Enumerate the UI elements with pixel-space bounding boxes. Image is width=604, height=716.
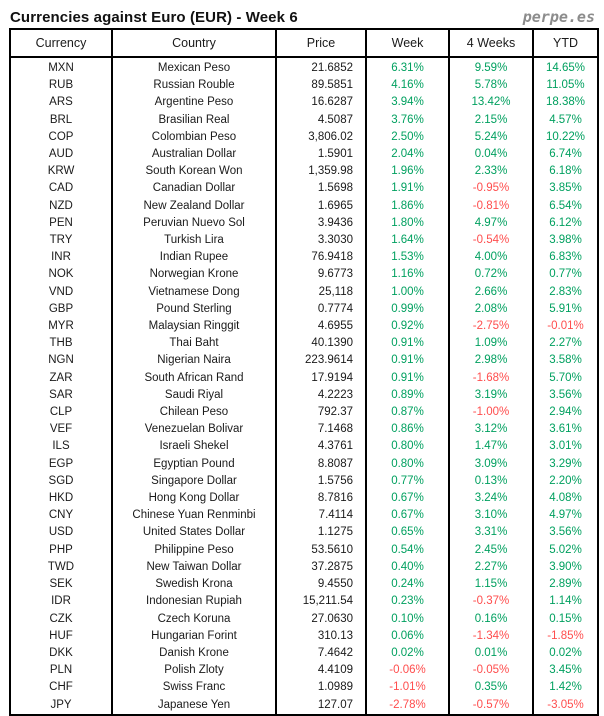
country-cell: Danish Krone [112, 645, 276, 662]
four-weeks-change-cell: -0.37% [449, 593, 533, 610]
price-cell: 7.4114 [276, 507, 366, 524]
country-cell: New Taiwan Dollar [112, 559, 276, 576]
table-row [10, 662, 598, 679]
currency-code-cell: COP [48, 130, 74, 143]
ytd-change-cell: 1.42% [533, 679, 598, 696]
table-row [10, 611, 598, 628]
country-cell: Israeli Shekel [112, 438, 276, 455]
price-cell: 40.1390 [276, 335, 366, 352]
country-cell: Malaysian Ringgit [112, 318, 276, 335]
table-body [10, 57, 598, 715]
ytd-change-cell: 6.74% [533, 146, 598, 163]
four-weeks-change-cell: 1.47% [449, 438, 533, 455]
ytd-change-cell: 3.85% [533, 180, 598, 197]
ytd-change-cell: 4.57% [533, 112, 598, 129]
week-change-cell: 3.76% [366, 112, 449, 129]
currency-code-cell: MYR [48, 320, 74, 333]
country-cell: Singapore Dollar [112, 473, 276, 490]
table-row [10, 129, 598, 146]
price-cell: 8.7816 [276, 490, 366, 507]
currency-code-cell: TRY [49, 234, 73, 247]
table-row [10, 77, 598, 94]
ytd-change-cell: 5.70% [533, 370, 598, 387]
country-cell: South African Rand [112, 370, 276, 387]
four-weeks-change-cell: 2.98% [449, 352, 533, 369]
currency-code-cell: DKK [49, 646, 73, 659]
currency-code-cell: CNY [48, 509, 74, 522]
country-cell: Vietnamese Dong [112, 284, 276, 301]
four-weeks-change-cell: 0.16% [449, 611, 533, 628]
week-change-cell: 1.64% [366, 232, 449, 249]
table-row [10, 628, 598, 645]
price-cell: 1,359.98 [276, 163, 366, 180]
price-cell: 0.7774 [276, 301, 366, 318]
week-change-cell: 0.91% [366, 352, 449, 369]
country-cell: Russian Rouble [112, 77, 276, 94]
price-cell: 1.5901 [276, 146, 366, 163]
price-cell: 310.13 [276, 628, 366, 645]
four-weeks-change-cell: 2.08% [449, 301, 533, 318]
currency-code-cell: TWD [47, 560, 75, 573]
country-cell: Australian Dollar [112, 146, 276, 163]
country-cell: Indian Rupee [112, 249, 276, 266]
ytd-change-cell: 0.02% [533, 645, 598, 662]
table-row [10, 473, 598, 490]
country-cell: Chinese Yuan Renminbi [112, 507, 276, 524]
country-cell: Japanese Yen [112, 697, 276, 715]
table-row [10, 94, 598, 111]
week-change-cell: 1.96% [366, 163, 449, 180]
week-change-cell: 0.65% [366, 524, 449, 541]
four-weeks-change-cell: -1.34% [449, 628, 533, 645]
price-cell: 15,211.54 [276, 593, 366, 610]
ytd-change-cell: 5.91% [533, 301, 598, 318]
table-row [10, 249, 598, 266]
ytd-change-cell: 3.90% [533, 559, 598, 576]
price-cell: 17.9194 [276, 370, 366, 387]
currency-code-cell: GBP [48, 302, 74, 315]
currency-code-cell: BRL [49, 113, 73, 126]
four-weeks-change-cell: -2.75% [449, 318, 533, 335]
four-weeks-change-cell: 0.13% [449, 473, 533, 490]
price-cell: 4.2223 [276, 387, 366, 404]
country-cell: Czech Koruna [112, 611, 276, 628]
currency-code-cell: SGD [48, 474, 74, 487]
price-cell: 89.5851 [276, 77, 366, 94]
week-change-cell: 0.99% [366, 301, 449, 318]
currency-code-cell: HKD [48, 492, 74, 505]
price-cell: 1.5756 [276, 473, 366, 490]
table-row [10, 146, 598, 163]
country-cell: Indonesian Rupiah [112, 593, 276, 610]
table-row [10, 679, 598, 696]
currency-code-cell: CAD [48, 182, 74, 195]
four-weeks-change-cell: 0.72% [449, 266, 533, 283]
ytd-change-cell: 2.27% [533, 335, 598, 352]
four-weeks-change-cell: -0.05% [449, 662, 533, 679]
ytd-change-cell: 3.01% [533, 438, 598, 455]
table-row [10, 198, 598, 215]
ytd-change-cell: 5.02% [533, 542, 598, 559]
ytd-change-cell: 0.15% [533, 611, 598, 628]
country-cell: Hungarian Forint [112, 628, 276, 645]
table-row [10, 318, 598, 335]
week-change-cell: -0.06% [366, 662, 449, 679]
currency-code-cell: USD [48, 526, 74, 539]
ytd-change-cell: 2.83% [533, 284, 598, 301]
table-row [10, 524, 598, 541]
four-weeks-change-cell: 4.00% [449, 249, 533, 266]
four-weeks-change-cell: 0.04% [449, 146, 533, 163]
four-weeks-change-cell: 1.15% [449, 576, 533, 593]
price-cell: 27.0630 [276, 611, 366, 628]
country-cell: Saudi Riyal [112, 387, 276, 404]
currency-code-cell: VEF [49, 423, 73, 436]
table-row [10, 163, 598, 180]
ytd-change-cell: 3.56% [533, 387, 598, 404]
page-title: Currencies against Euro (EUR) - Week 6 [10, 9, 298, 26]
table-row [10, 335, 598, 352]
currency-code-cell: KRW [47, 165, 75, 178]
column-header-ytd: YTD [533, 29, 598, 57]
currency-code-cell: EGP [48, 457, 74, 470]
table-row [10, 387, 598, 404]
table-row [10, 57, 598, 77]
ytd-change-cell: 3.58% [533, 352, 598, 369]
week-change-cell: 0.86% [366, 421, 449, 438]
table-row [10, 232, 598, 249]
table-row [10, 576, 598, 593]
price-cell: 1.5698 [276, 180, 366, 197]
table-row [10, 266, 598, 283]
ytd-change-cell: 3.45% [533, 662, 598, 679]
ytd-change-cell: -0.01% [533, 318, 598, 335]
country-cell: Swedish Krona [112, 576, 276, 593]
currency-table [9, 28, 599, 716]
country-cell: Thai Baht [112, 335, 276, 352]
country-cell: Canadian Dollar [112, 180, 276, 197]
currency-code-cell: PHP [49, 543, 73, 556]
four-weeks-change-cell: 2.45% [449, 542, 533, 559]
four-weeks-change-cell: -0.54% [449, 232, 533, 249]
country-cell: New Zealand Dollar [112, 198, 276, 215]
four-weeks-change-cell: 4.97% [449, 215, 533, 232]
four-weeks-change-cell: 3.24% [449, 490, 533, 507]
country-cell: Polish Zloty [112, 662, 276, 679]
week-change-cell: 0.10% [366, 611, 449, 628]
ytd-change-cell: 6.83% [533, 249, 598, 266]
page-header [0, 0, 604, 28]
ytd-change-cell: 4.97% [533, 507, 598, 524]
price-cell: 8.8087 [276, 456, 366, 473]
price-cell: 1.6965 [276, 198, 366, 215]
country-cell: Philippine Peso [112, 542, 276, 559]
week-change-cell: 6.31% [366, 57, 449, 77]
ytd-change-cell: 1.14% [533, 593, 598, 610]
ytd-change-cell: -3.05% [533, 697, 598, 715]
week-change-cell: 0.87% [366, 404, 449, 421]
price-cell: 1.0989 [276, 679, 366, 696]
table-row [10, 438, 598, 455]
ytd-change-cell: 3.56% [533, 524, 598, 541]
four-weeks-change-cell: 5.78% [449, 77, 533, 94]
currency-code-cell: THB [49, 337, 73, 350]
ytd-change-cell: 10.22% [533, 129, 598, 146]
four-weeks-change-cell: 3.12% [449, 421, 533, 438]
table-row [10, 421, 598, 438]
country-cell: Swiss Franc [112, 679, 276, 696]
table-row [10, 284, 598, 301]
site-logo: perpe.es [522, 8, 595, 26]
price-cell: 127.07 [276, 697, 366, 715]
table-row [10, 593, 598, 610]
week-change-cell: 1.86% [366, 198, 449, 215]
price-cell: 9.6773 [276, 266, 366, 283]
currency-code-cell: ARS [49, 96, 73, 109]
price-cell: 4.4109 [276, 662, 366, 679]
country-cell: Egyptian Pound [112, 456, 276, 473]
table-row [10, 490, 598, 507]
country-cell: South Korean Won [112, 163, 276, 180]
price-cell: 21.6852 [276, 57, 366, 77]
country-cell: Argentine Peso [112, 94, 276, 111]
table-row [10, 301, 598, 318]
price-cell: 7.1468 [276, 421, 366, 438]
currency-code-cell: VND [48, 285, 74, 298]
country-cell: Norwegian Krone [112, 266, 276, 283]
country-cell: Colombian Peso [112, 129, 276, 146]
country-cell: Mexican Peso [112, 57, 276, 77]
price-cell: 25,118 [276, 284, 366, 301]
ytd-change-cell: 3.29% [533, 456, 598, 473]
ytd-change-cell: 4.08% [533, 490, 598, 507]
currency-code-cell: RUB [48, 79, 74, 92]
currency-code-cell: JPY [50, 698, 72, 711]
price-cell: 53.5610 [276, 542, 366, 559]
ytd-change-cell: 18.38% [533, 94, 598, 111]
price-cell: 9.4550 [276, 576, 366, 593]
price-cell: 223.9614 [276, 352, 366, 369]
four-weeks-change-cell: 0.01% [449, 645, 533, 662]
price-cell: 16.6287 [276, 94, 366, 111]
four-weeks-change-cell: 2.27% [449, 559, 533, 576]
country-cell: Peruvian Nuevo Sol [112, 215, 276, 232]
table-row [10, 215, 598, 232]
four-weeks-change-cell: -1.68% [449, 370, 533, 387]
ytd-change-cell: 0.77% [533, 266, 598, 283]
ytd-change-cell: 2.94% [533, 404, 598, 421]
column-header-country: Country [112, 29, 276, 57]
week-change-cell: 0.77% [366, 473, 449, 490]
week-change-cell: 1.16% [366, 266, 449, 283]
country-cell: United States Dollar [112, 524, 276, 541]
week-change-cell: 0.91% [366, 370, 449, 387]
column-header-price: Price [276, 29, 366, 57]
price-cell: 3.3030 [276, 232, 366, 249]
week-change-cell: 0.02% [366, 645, 449, 662]
week-change-cell: 1.53% [366, 249, 449, 266]
week-change-cell: 0.06% [366, 628, 449, 645]
currency-code-cell: ILS [52, 440, 70, 453]
ytd-change-cell: 6.12% [533, 215, 598, 232]
table-header-row [10, 29, 598, 57]
country-cell: Hong Kong Dollar [112, 490, 276, 507]
price-cell: 4.6955 [276, 318, 366, 335]
week-change-cell: 1.00% [366, 284, 449, 301]
ytd-change-cell: 2.89% [533, 576, 598, 593]
four-weeks-change-cell: 2.33% [449, 163, 533, 180]
ytd-change-cell: 6.54% [533, 198, 598, 215]
table-row [10, 456, 598, 473]
ytd-change-cell: 3.98% [533, 232, 598, 249]
ytd-change-cell: 2.20% [533, 473, 598, 490]
week-change-cell: 0.23% [366, 593, 449, 610]
price-cell: 76.9418 [276, 249, 366, 266]
table-row [10, 697, 598, 715]
currency-code-cell: CHF [49, 681, 73, 694]
price-cell: 4.5087 [276, 112, 366, 129]
price-cell: 3.9436 [276, 215, 366, 232]
currency-code-cell: IDR [51, 595, 71, 608]
table-row [10, 404, 598, 421]
week-change-cell: 4.16% [366, 77, 449, 94]
country-cell: Brasilian Real [112, 112, 276, 129]
week-change-cell: -2.78% [366, 697, 449, 715]
week-change-cell: 0.40% [366, 559, 449, 576]
column-header-week: Week [366, 29, 449, 57]
price-cell: 3,806.02 [276, 129, 366, 146]
week-change-cell: 0.80% [366, 456, 449, 473]
ytd-change-cell: 14.65% [533, 57, 598, 77]
week-change-cell: 0.67% [366, 490, 449, 507]
four-weeks-change-cell: 13.42% [449, 94, 533, 111]
column-header-4weeks: 4 Weeks [449, 29, 533, 57]
country-cell: Pound Sterling [112, 301, 276, 318]
currency-code-cell: SAR [49, 388, 73, 401]
week-change-cell: 0.24% [366, 576, 449, 593]
currency-code-cell: PLN [49, 664, 73, 677]
currency-code-cell: HUF [49, 629, 73, 642]
table-row [10, 352, 598, 369]
table-row [10, 507, 598, 524]
table-row [10, 542, 598, 559]
four-weeks-change-cell: 3.09% [449, 456, 533, 473]
four-weeks-change-cell: 0.35% [449, 679, 533, 696]
four-weeks-change-cell: 3.31% [449, 524, 533, 541]
four-weeks-change-cell: -0.81% [449, 198, 533, 215]
week-change-cell: 0.89% [366, 387, 449, 404]
price-cell: 7.4642 [276, 645, 366, 662]
week-change-cell: 0.92% [366, 318, 449, 335]
four-weeks-change-cell: 1.09% [449, 335, 533, 352]
column-header-currency: Currency [10, 29, 112, 57]
table-row [10, 112, 598, 129]
table-row [10, 370, 598, 387]
table-row [10, 180, 598, 197]
currency-code-cell: NOK [48, 268, 74, 281]
week-change-cell: 1.91% [366, 180, 449, 197]
week-change-cell: 0.91% [366, 335, 449, 352]
four-weeks-change-cell: 3.10% [449, 507, 533, 524]
currency-code-cell: NZD [49, 199, 73, 212]
four-weeks-change-cell: -1.00% [449, 404, 533, 421]
four-weeks-change-cell: 5.24% [449, 129, 533, 146]
currency-code-cell: INR [51, 251, 71, 264]
table-row [10, 645, 598, 662]
price-cell: 1.1275 [276, 524, 366, 541]
currency-code-cell: CLP [49, 406, 73, 419]
currency-code-cell: CZK [49, 612, 73, 625]
country-cell: Nigerian Naira [112, 352, 276, 369]
week-change-cell: 0.80% [366, 438, 449, 455]
week-change-cell: -1.01% [366, 679, 449, 696]
price-cell: 792.37 [276, 404, 366, 421]
four-weeks-change-cell: 2.66% [449, 284, 533, 301]
four-weeks-change-cell: 9.59% [449, 57, 533, 77]
week-change-cell: 2.04% [366, 146, 449, 163]
country-cell: Venezuelan Bolivar [112, 421, 276, 438]
four-weeks-change-cell: -0.95% [449, 180, 533, 197]
table-row [10, 559, 598, 576]
four-weeks-change-cell: -0.57% [449, 697, 533, 715]
week-change-cell: 0.54% [366, 542, 449, 559]
ytd-change-cell: 3.61% [533, 421, 598, 438]
ytd-change-cell: 11.05% [533, 77, 598, 94]
four-weeks-change-cell: 2.15% [449, 112, 533, 129]
price-cell: 4.3761 [276, 438, 366, 455]
week-change-cell: 1.80% [366, 215, 449, 232]
currency-code-cell: SEK [49, 578, 73, 591]
week-change-cell: 0.67% [366, 507, 449, 524]
currency-code-cell: NGN [48, 354, 74, 367]
four-weeks-change-cell: 3.19% [449, 387, 533, 404]
country-cell: Chilean Peso [112, 404, 276, 421]
currency-code-cell: AUD [48, 148, 74, 161]
currency-code-cell: ZAR [49, 371, 73, 384]
ytd-change-cell: -1.85% [533, 628, 598, 645]
week-change-cell: 2.50% [366, 129, 449, 146]
week-change-cell: 3.94% [366, 94, 449, 111]
currency-code-cell: MXN [48, 62, 74, 74]
price-cell: 37.2875 [276, 559, 366, 576]
ytd-change-cell: 6.18% [533, 163, 598, 180]
currency-code-cell: PEN [49, 216, 73, 229]
country-cell: Turkish Lira [112, 232, 276, 249]
